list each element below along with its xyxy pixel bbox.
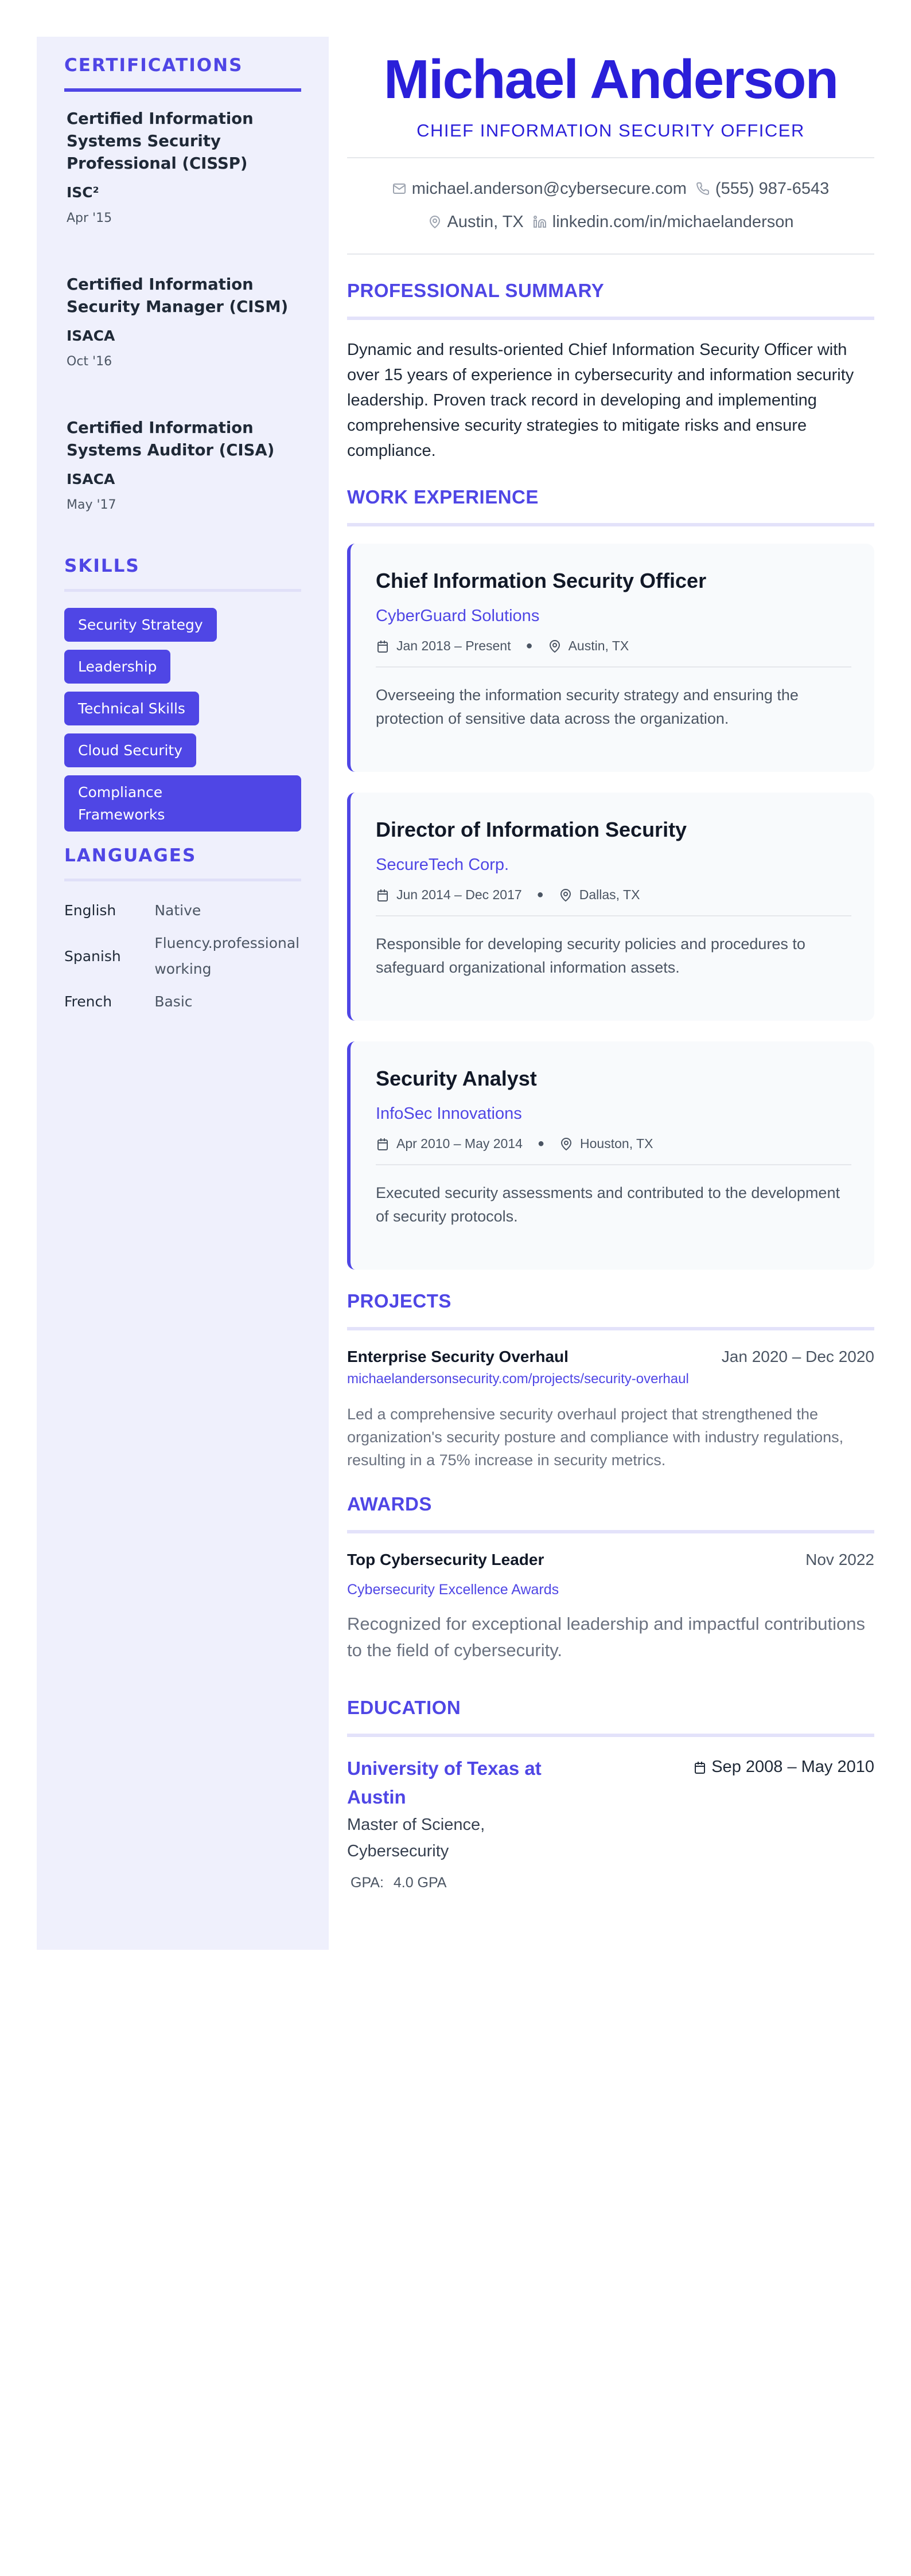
language-level: Basic — [154, 993, 193, 1010]
projects-section — [347, 1290, 874, 1472]
contact-location — [428, 205, 524, 239]
certification-issuer: ISC² — [67, 184, 99, 201]
job-card — [347, 544, 874, 772]
experience-heading: WORK EXPERIENCE — [347, 486, 874, 526]
education-dates: Sep 2008 – May 2010 — [711, 1758, 874, 1776]
certification-item — [64, 108, 301, 257]
certifications-section — [64, 55, 301, 544]
summary-section — [347, 280, 874, 463]
job-location: Austin, TX — [568, 638, 629, 653]
contact-linkedin[interactable] — [533, 205, 794, 239]
job-company: InfoSec Innovations — [376, 1104, 522, 1123]
certification-date: May '17 — [67, 498, 116, 512]
location-pin-icon — [548, 639, 562, 653]
job-company: SecureTech Corp. — [376, 856, 509, 874]
job-location: Houston, TX — [580, 1136, 653, 1151]
certification-item — [64, 257, 301, 401]
project-link[interactable]: michaelandersonsecurity.com/projects/security-overhaul — [347, 1371, 689, 1387]
location-pin-icon — [428, 215, 442, 229]
contact-info — [347, 158, 874, 255]
skills-list — [64, 608, 301, 840]
certification-issuer: ISACA — [67, 327, 115, 344]
linkedin-icon — [533, 215, 547, 229]
skills-section — [64, 556, 301, 840]
certification-name: Certified Information Systems Auditor (CISA) — [67, 419, 275, 459]
project-item — [347, 1348, 874, 1472]
calendar-icon — [376, 639, 390, 653]
certification-name: Certified Information Systems Security Professional (CISSP) — [67, 110, 254, 173]
certifications-heading: CERTIFICATIONS — [64, 55, 301, 92]
job-title: Chief Information Security Officer — [376, 569, 707, 592]
award-date: Nov 2022 — [805, 1551, 874, 1568]
experience-section — [347, 486, 874, 1270]
award-issuer: Cybersecurity Excellence Awards — [347, 1582, 559, 1598]
job-description: Executed security assessments and contributed to the development of security protocols. — [376, 1184, 840, 1225]
linkedin-text: linkedin.com/in/michaelanderson — [552, 213, 794, 231]
award-description: Recognized for exceptional leadership and impactful contributions to the field of cybersecurity. — [347, 1614, 865, 1660]
languages-section — [64, 845, 301, 1014]
skill-tag: Compliance Frameworks — [64, 775, 301, 832]
language-name: Spanish — [64, 947, 121, 965]
separator-dot: ● — [537, 1137, 545, 1150]
education-degree: Master of Science, Cybersecurity — [347, 1816, 485, 1860]
project-dates: Jan 2020 – Dec 2020 — [721, 1348, 874, 1365]
email-text: michael.anderson@cybersecure.com — [411, 179, 687, 198]
summary-heading: PROFESSIONAL SUMMARY — [347, 280, 874, 320]
certification-date: Apr '15 — [67, 211, 112, 225]
calendar-icon — [376, 888, 390, 902]
resume-header — [347, 48, 874, 255]
project-description: Led a comprehensive security overhaul project that strengthened the organization's security posture and compliance with industry regulations, resulting in a 75% increase in security metrics. — [347, 1406, 844, 1469]
language-name: English — [64, 902, 116, 919]
resume-page — [37, 37, 874, 1950]
separator-dot: ● — [525, 639, 533, 652]
award-item — [347, 1551, 874, 1664]
awards-section — [347, 1493, 874, 1664]
gpa-label: GPA: — [351, 1875, 384, 1891]
job-card — [347, 793, 874, 1021]
certification-name: Certified Information Security Manager (CISM) — [67, 275, 289, 316]
gpa-value: 4.0 GPA — [393, 1875, 447, 1891]
skill-tag: Security Strategy — [64, 608, 217, 642]
job-dates: Apr 2010 – May 2014 — [396, 1136, 523, 1151]
projects-heading: PROJECTS — [347, 1290, 874, 1330]
job-dates: Jan 2018 – Present — [396, 638, 511, 653]
education-heading: EDUCATION — [347, 1697, 874, 1737]
location-pin-icon — [559, 1137, 573, 1151]
mail-icon — [392, 182, 406, 196]
awards-heading: AWARDS — [347, 1493, 874, 1533]
candidate-title: CHIEF INFORMATION SECURITY OFFICER — [347, 120, 874, 158]
job-card — [347, 1041, 874, 1270]
language-level: Fluency.professional working — [154, 935, 300, 977]
education-school: University of Texas at Austin — [347, 1758, 542, 1808]
language-row — [64, 897, 301, 923]
project-title: Enterprise Security Overhaul — [347, 1348, 569, 1365]
sidebar — [37, 37, 329, 1950]
job-meta — [376, 1136, 851, 1165]
education-item — [347, 1754, 874, 1891]
location-text: Austin, TX — [447, 213, 524, 231]
phone-text: (555) 987-6543 — [715, 179, 830, 198]
location-pin-icon — [559, 888, 573, 902]
job-company: CyberGuard Solutions — [376, 607, 540, 625]
certification-issuer: ISACA — [67, 471, 115, 487]
certification-date: Oct '16 — [67, 354, 112, 369]
calendar-icon — [376, 1137, 390, 1151]
job-location: Dallas, TX — [579, 887, 640, 902]
job-dates: Jun 2014 – Dec 2017 — [396, 887, 522, 902]
job-title: Director of Information Security — [376, 818, 687, 841]
skill-tag: Leadership — [64, 650, 170, 684]
language-name: French — [64, 993, 112, 1010]
phone-icon — [696, 182, 710, 196]
skill-tag: Cloud Security — [64, 733, 196, 767]
certification-item — [64, 401, 301, 544]
award-title: Top Cybersecurity Leader — [347, 1551, 544, 1568]
languages-heading: LANGUAGES — [64, 845, 301, 881]
job-meta — [376, 638, 851, 668]
language-row — [64, 930, 301, 982]
education-section — [347, 1697, 874, 1891]
job-meta — [376, 887, 851, 916]
main-content — [347, 37, 874, 1950]
job-title: Security Analyst — [376, 1067, 537, 1090]
education-gpa — [347, 1875, 874, 1891]
calendar-icon — [693, 1761, 707, 1774]
contact-email[interactable] — [392, 172, 687, 205]
skills-heading: SKILLS — [64, 556, 301, 592]
language-row — [64, 989, 301, 1014]
job-description: Overseeing the information security strategy and ensuring the protection of sensitive data across the organization. — [376, 686, 799, 727]
candidate-name: Michael Anderson — [383, 49, 838, 110]
contact-phone[interactable] — [696, 172, 829, 205]
language-level: Native — [154, 902, 201, 919]
separator-dot: ● — [536, 888, 544, 901]
job-description: Responsible for developing security policies and procedures to safeguard organizational information assets. — [376, 935, 805, 976]
education-dates-wrap — [693, 1758, 874, 1777]
summary-text: Dynamic and results-oriented Chief Information Security Officer with over 15 years of experience in cybersecurity and information security leadership. Proven track record in developing and implementing comprehensive security strategies to mitigate risks and ensure compliance. — [347, 341, 854, 460]
skill-tag: Technical Skills — [64, 692, 199, 725]
